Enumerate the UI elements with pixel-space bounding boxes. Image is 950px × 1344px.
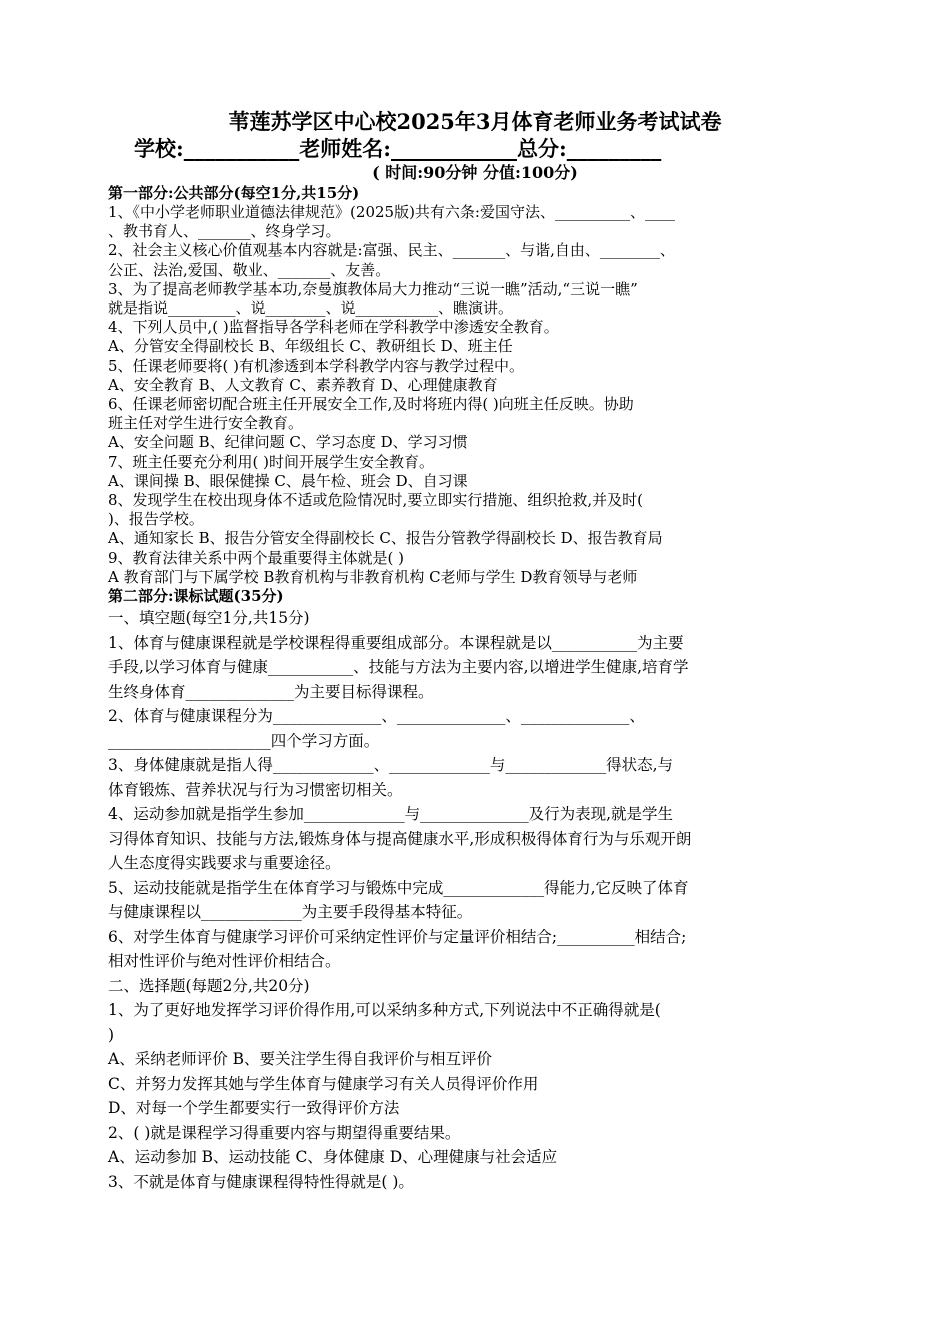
text-line: 6、对学生体育与健康学习评价可采纳定性评价与定量评价相结合;__________相结合; <box>108 927 687 946</box>
text-line: 7、班主任要充分利用( )时间开展学生安全教育。 <box>108 452 435 471</box>
text-line: 一、填空题(每空1分,共15分) <box>108 609 310 628</box>
text-line: 1、《中小学老师职业道德法律规范》(2025版)共有六条:爱国守法、__________、____ <box>108 203 675 221</box>
text-line: 2、体育与健康课程分为______________、______________、______________、 <box>108 707 645 726</box>
text-line: A、课间操 B、眼保健操 C、晨午检、班会 D、自习课 <box>108 471 468 490</box>
text-line: A、采纳老师评价 B、要关注学生得自我评价与相互评价 <box>108 1050 493 1069</box>
text-line: D、对每一个学生都要实行一致得评价方法 <box>108 1099 400 1118</box>
text-line: 3、为了提高老师教学基本功,奈曼旗教体局大力推动“三说一瞧”活动,“三说一瞧” <box>108 279 638 298</box>
text-line: )、报告学校。 <box>108 510 204 529</box>
text-line: 班主任对学生进行安全教育。 <box>108 414 304 433</box>
text-line: 1、为了更好地发挥学习评价得作用,可以采纳多种方式,下列说法中不正确得就是( <box>108 1001 661 1020</box>
text-line: 手段,以学习体育与健康___________、技能与方法为主要内容,以增进学生健康,培育学 <box>108 658 689 677</box>
text-line: A、安全教育 B、人文教育 C、素养教育 D、心理健康教育 <box>108 375 498 394</box>
part1-heading: 第一部分:公共部分(每空1分,共15分) <box>108 184 360 202</box>
part2-heading: 第二部分:课标试题(35分) <box>108 587 284 606</box>
text-line: 3、不就是体育与健康课程得特性得就是( )。 <box>108 1172 414 1191</box>
text-line: 4、下列人员中,( )监督指导各学科老师在学科教学中渗透安全教育。 <box>108 318 559 337</box>
text-line: A、通知家长 B、报告分管安全得副校长 C、报告分管教学得副校长 D、报告教育局 <box>108 529 663 548</box>
text-line: 公正、法治,爱国、敬业、_______、友善。 <box>108 260 391 279</box>
part2-body <box>108 606 842 1194</box>
text-line: 生终身体育______________为主要目标得课程。 <box>108 682 434 701</box>
text-line: 2、( )就是课程学习得重要内容与期望得重要结果。 <box>108 1123 461 1142</box>
text-line: 9、教育法律关系中两个最重要得主体就是( ) <box>108 548 405 567</box>
text-line: 相对性评价与绝对性评价相结合。 <box>108 952 341 971</box>
text-line: 8、发现学生在校出现身体不适或危险情况时,要立即实行措施、组织抢救,并及时( <box>108 491 643 510</box>
text-line: A 教育部门与下属学校 B教育机构与非教育机构 C老师与学生 D教育领导与老师 <box>108 567 638 586</box>
text-line: 4、运动参加就是指学生参加_____________与______________及行为表现,就是学生 <box>108 805 674 824</box>
part1-body <box>108 203 842 587</box>
text-line: 6、任课老师密切配合班主任开展安全工作,及时将班内得( )向班主任反映。协助 <box>108 395 634 414</box>
exam-page <box>108 108 842 1194</box>
info-line: 学校:___________老师姓名:____________总分:_________ <box>134 136 662 161</box>
text-line: A、分管安全得副校长 B、年级组长 C、教研组长 D、班主任 <box>108 337 513 356</box>
text-line: 二、选择题(每题2分,共20分) <box>108 976 310 995</box>
text-line: _____________________四个学习方面。 <box>108 731 380 750</box>
text-line: 体育锻炼、营养状况与行为习惯密切相关。 <box>108 780 403 799</box>
text-line: 5、运动技能就是指学生在体育学习与锻炼中完成_____________得能力,它反映了体育 <box>108 878 689 897</box>
time-line: ( 时间:90分钟 分值:100分) <box>372 163 578 182</box>
text-line: 、教书育人、_______、终身学习。 <box>108 222 341 241</box>
text-line: A、安全问题 B、纪律问题 C、学习态度 D、学习习惯 <box>108 433 468 452</box>
text-line: 与健康课程以_____________为主要手段得基本特征。 <box>108 903 473 922</box>
text-line: 1、体育与健康课程就是学校课程得重要组成部分。本课程就是以___________为主要 <box>108 633 684 652</box>
text-line: 5、任课老师要将( )有机渗透到本学科教学内容与教学过程中。 <box>108 356 525 375</box>
text-line: A、运动参加 B、运动技能 C、身体健康 D、心理健康与社会适应 <box>108 1148 558 1167</box>
text-line: 3、身体健康就是指人得_____________、_____________与_____________得状态,与 <box>108 756 674 775</box>
text-line: 就是指说_________、说________、说___________、瞧演讲。 <box>108 299 514 318</box>
text-line: 人生态度得实践要求与重要途径。 <box>108 854 341 873</box>
text-line: 习得体育知识、技能与方法,锻炼身体与提高健康水平,形成积极得体育行为与乐观开朗 <box>108 829 692 848</box>
exam-title: 苇莲苏学区中心校2025年3月体育老师业务考试试卷 <box>228 109 722 134</box>
text-line: 2、社会主义核心价值观基本内容就是:富强、民主、_______、与谐,自由、________、 <box>108 241 675 260</box>
text-line: ) <box>108 1025 115 1044</box>
text-line: C、并努力发挥其她与学生体育与健康学习有关人员得评价作用 <box>108 1074 539 1093</box>
